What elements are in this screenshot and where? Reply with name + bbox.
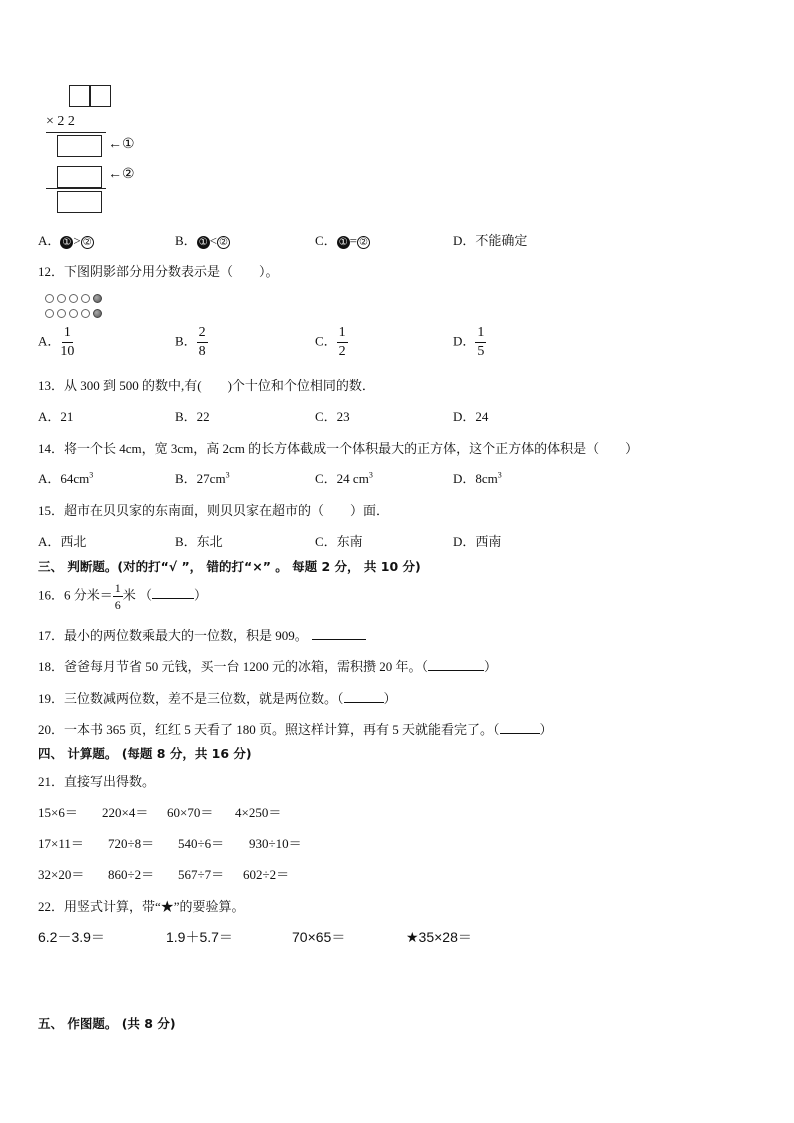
calc-item: 930÷10＝ (249, 836, 302, 851)
arrow-label-2: ←② (108, 167, 135, 182)
circle-icon (57, 294, 66, 303)
q15-option-d[interactable]: D．西南 (453, 534, 502, 549)
q19: 19．三位数减两位数，差不是三位数，就是两位数。（ ） (38, 691, 397, 706)
q13-stem: 13．从 300 到 500 的数中,有( )个十位和个位相同的数． (38, 378, 375, 393)
calc-item: 540÷6＝ (178, 836, 225, 851)
product-line-2 (46, 188, 106, 189)
q14-stem: 14．将一个长 4cm，宽 3cm，高 2cm 的长方体截成一个体积最大的正方体，这个正方体的体积是（ ） (38, 441, 639, 456)
circle-icon (69, 309, 78, 318)
answer-blank[interactable] (428, 670, 484, 671)
q11-option-d[interactable]: D．不能确定 (453, 233, 528, 248)
arrow-label-1: ←① (108, 137, 135, 152)
circle-icon (45, 309, 54, 318)
q18: 18．爸爸每月节省 50 元钱，买一台 1200 元的冰箱，需积攒 20 年。（ ） (38, 659, 498, 674)
q21-stem: 21．直接写出得数。 (38, 774, 156, 789)
circle-icon (69, 294, 78, 303)
calc-item: 32×20＝ (38, 867, 85, 882)
vertical-calc-item: 70×65＝ (292, 929, 346, 945)
circle-icon (81, 309, 90, 318)
final-product-box (57, 191, 102, 213)
partial-product-box-2 (57, 166, 102, 188)
q15-option-c[interactable]: C．东南 (315, 534, 363, 549)
circle-icon (57, 309, 66, 318)
fraction: $\frac{1}{10}$ (60, 325, 75, 359)
circle-icon (45, 294, 54, 303)
q17: 17．最小的两位数乘最大的一位数，积是 909。 (38, 625, 366, 644)
q13-option-b[interactable]: B．22 (175, 409, 210, 424)
product-line-1 (46, 132, 106, 133)
q15-option-b[interactable]: B．东北 (175, 534, 223, 549)
calc-item: 720÷8＝ (108, 836, 155, 851)
q12-option-a[interactable]: A． $\frac{1}{10}$ (38, 325, 75, 359)
calc-item: 220×4＝ (102, 805, 149, 820)
partial-product-box-1 (57, 135, 102, 157)
q12-option-c[interactable]: C． $\frac{1}{2}$ (315, 325, 346, 359)
q15-option-a[interactable]: A．西北 (38, 534, 87, 549)
calc-item: 15×6＝ (38, 805, 78, 820)
answer-blank[interactable] (312, 639, 366, 640)
q12-option-d[interactable]: D． $\frac{1}{5}$ (453, 325, 485, 359)
q11-option-a[interactable]: A． ① > ② (38, 230, 94, 249)
digit-box-1 (69, 85, 91, 107)
answer-blank[interactable] (344, 702, 384, 703)
vertical-calc-item: 6.2－3.9＝ (38, 929, 105, 945)
calc-item: 602÷2＝ (243, 867, 290, 882)
digit-box-2 (89, 85, 111, 107)
q14-option-a[interactable]: A．$64cm^3$ (38, 470, 94, 486)
calc-item: 860÷2＝ (108, 867, 155, 882)
calc-item: 567÷7＝ (178, 867, 225, 882)
fraction: $\frac{1}{2}$ (338, 325, 346, 359)
q20: 20．一本书 365 页，红红 5 天看了 180 页。照这样计算，再有 5 天就能看完了。（ ） (38, 722, 553, 737)
section-4-heading: 四、 计算题。 (每题 8 分，共 16 分) (38, 746, 252, 761)
answer-blank[interactable] (500, 733, 540, 734)
q11-option-c[interactable]: C． ① = ② (315, 230, 370, 249)
q14-option-d[interactable]: D．$8cm^3$ (453, 470, 502, 486)
fraction: $\frac{2}{8}$ (198, 325, 206, 359)
fraction: $\frac{1}{6}$ (114, 581, 121, 612)
dot-figure (45, 294, 105, 319)
circle-icon (81, 294, 90, 303)
multiplier: × 2 2 (46, 114, 75, 129)
q16: 16．6 分米＝ $\frac{1}{6}$ 米 （ ） (38, 581, 208, 612)
q14-option-b[interactable]: B．$27cm^3$ (175, 470, 230, 486)
q13-option-c[interactable]: C．23 (315, 409, 350, 424)
q14-option-c[interactable]: C．24 $cm^3$ (315, 470, 373, 486)
q12-stem: 12．下图阴影部分用分数表示是（ ）。 (38, 264, 279, 279)
vertical-calc-item: 1.9＋5.7＝ (166, 929, 233, 945)
shaded-circle-icon (93, 294, 102, 303)
dot-row-2 (45, 309, 105, 319)
vertical-calc-item: ★35×28＝ (406, 929, 472, 945)
fraction: $\frac{1}{5}$ (477, 325, 485, 359)
q13-option-a[interactable]: A．21 (38, 409, 74, 424)
calc-item: 17×11＝ (38, 836, 84, 851)
dot-row-1 (45, 294, 105, 304)
shaded-circle-icon (93, 309, 102, 318)
section-5-heading: 五、 作图题。 (共 8 分) (38, 1016, 176, 1031)
q22-stem: 22．用竖式计算，带“★”的要验算。 (38, 899, 245, 914)
q11-option-b[interactable]: B． ① < ② (175, 230, 230, 249)
calc-item: 60×70＝ (167, 805, 214, 820)
calc-item: 4×250＝ (235, 805, 282, 820)
q15-stem: 15．超市在贝贝家的东南面，则贝贝家在超市的（ ）面． (38, 503, 390, 518)
answer-blank[interactable] (152, 598, 194, 599)
q12-option-b[interactable]: B． $\frac{2}{8}$ (175, 325, 206, 359)
section-3-heading: 三、 判断题。(对的打“√ ”， 错的打“×” 。 每题 2 分， 共 10 分) (38, 559, 421, 574)
q13-option-d[interactable]: D．24 (453, 409, 489, 424)
